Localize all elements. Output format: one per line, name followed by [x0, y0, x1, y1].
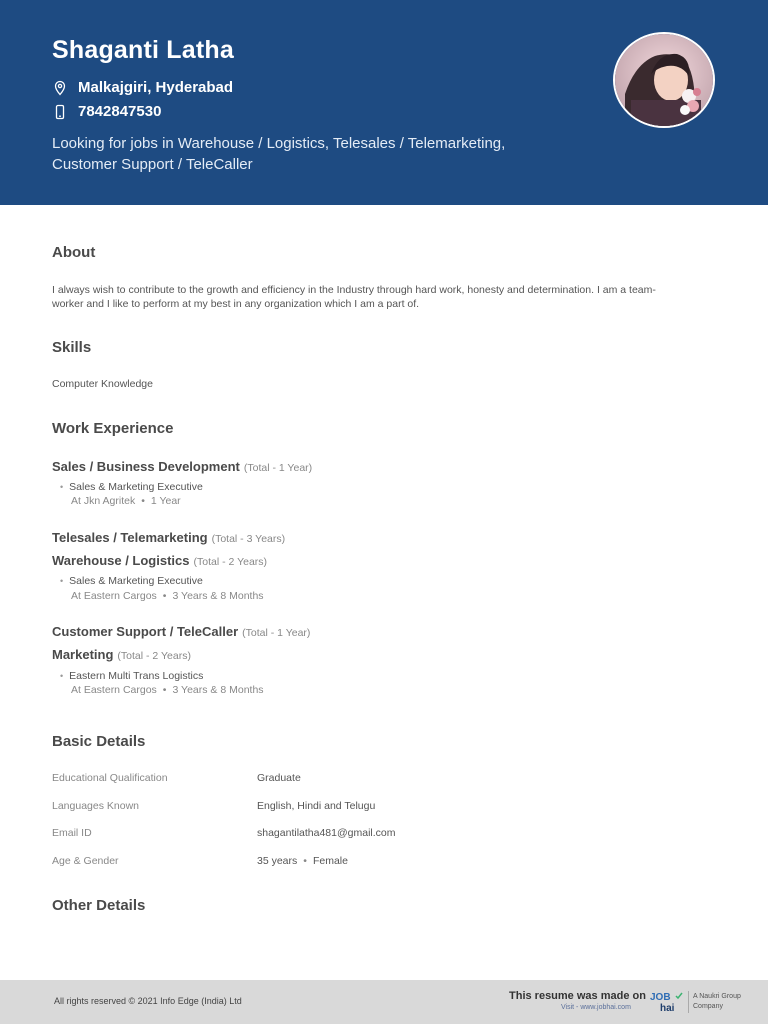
logo-divider [688, 991, 689, 1013]
experience-role: • Eastern Multi Trans Logistics [60, 670, 203, 682]
separator-dot: • [162, 590, 167, 602]
gender-value: Female [312, 855, 348, 867]
logo-text-top: JOB [650, 992, 671, 1003]
detail-label: Educational Qualification [52, 772, 168, 784]
jobhai-logo[interactable] [648, 990, 688, 1014]
phone-row [52, 103, 161, 120]
location-text: Malkajgiri, Hyderabad [78, 79, 234, 96]
email-value[interactable]: shagantilatha481@gmail.com [257, 827, 396, 839]
experience-category [52, 553, 267, 568]
company-name: At Eastern Cargos [71, 684, 157, 696]
basic-details-title: Basic Details [52, 733, 146, 750]
experience-category [52, 624, 310, 639]
logo-text-bottom: hai [660, 1003, 675, 1014]
company-name: At Eastern Cargos [71, 590, 157, 602]
company-name: At Jkn Agritek [71, 495, 136, 507]
group-line: Company [693, 1003, 723, 1010]
experience-category [52, 459, 312, 474]
candidate-name: Shaganti Latha [52, 36, 234, 64]
category-total: (Total - 2 Years) [117, 650, 191, 662]
separator-dot: • [303, 855, 307, 867]
skill-item: Computer Knowledge [52, 378, 153, 390]
detail-value: Graduate [257, 772, 301, 784]
group-line: A Naukri Group [693, 993, 741, 1000]
detail-label: Age & Gender [52, 855, 119, 867]
experience-role: • Sales & Marketing Executive [60, 575, 203, 587]
detail-label: Email ID [52, 827, 92, 839]
category-name: Customer Support / TeleCaller [52, 624, 239, 639]
avatar [613, 32, 715, 128]
experience-role: • Sales & Marketing Executive [60, 481, 203, 493]
about-text-line: I always wish to contribute to the growth and efficiency in the Industry through hard work, honesty and determination. I am a team- [52, 284, 656, 296]
copyright-text: All rights reserved © 2021 Info Edge (India) Ltd [54, 996, 242, 1006]
category-name: Telesales / Telemarketing [52, 530, 208, 545]
job-preferences [52, 133, 572, 175]
separator-dot: • [141, 495, 145, 507]
experience-category [52, 530, 285, 545]
duration: 1 Year [150, 495, 181, 507]
work-experience-title: Work Experience [52, 420, 174, 437]
category-total: (Total - 2 Years) [193, 556, 268, 568]
made-on-text: This resume was made on [509, 990, 646, 1002]
location-pin-icon [52, 80, 68, 96]
category-total: (Total - 3 Years) [211, 533, 286, 545]
naukri-group-text [693, 992, 753, 1012]
about-title: About [52, 244, 96, 261]
experience-company [71, 495, 181, 507]
detail-value: English, Hindi and Telugu [257, 800, 376, 812]
visit-link[interactable]: Visit - www.jobhai.com [561, 1004, 631, 1011]
duration: 3 Years & 8 Months [172, 684, 264, 696]
phone-icon [52, 104, 68, 120]
about-text-line: worker and I like to perform at my best in any organization which I am a part of. [52, 298, 420, 310]
duration: 3 Years & 8 Months [172, 590, 264, 602]
job-preferences-line: Customer Support / TeleCaller [52, 156, 253, 173]
category-total: (Total - 1 Year) [242, 627, 311, 639]
separator-dot: • [162, 684, 167, 696]
category-name: Marketing [52, 647, 114, 662]
location-row [52, 79, 233, 96]
experience-company [71, 590, 264, 602]
experience-category [52, 647, 191, 662]
job-preferences-line: Looking for jobs in Warehouse / Logistics, Telesales / Telemarketing, [52, 135, 506, 152]
category-total: (Total - 1 Year) [243, 462, 313, 474]
skills-title: Skills [52, 339, 92, 356]
detail-value [257, 855, 348, 867]
avatar-photo [615, 34, 715, 128]
profile-header [0, 0, 768, 205]
category-name: Sales / Business Development [52, 459, 240, 474]
other-details-title: Other Details [52, 897, 146, 914]
about-text [52, 283, 702, 311]
phone-text: 7842847530 [78, 103, 162, 120]
experience-company [71, 684, 264, 696]
detail-label: Languages Known [52, 800, 139, 812]
category-name: Warehouse / Logistics [52, 553, 190, 568]
age-value: 35 years [257, 855, 298, 867]
